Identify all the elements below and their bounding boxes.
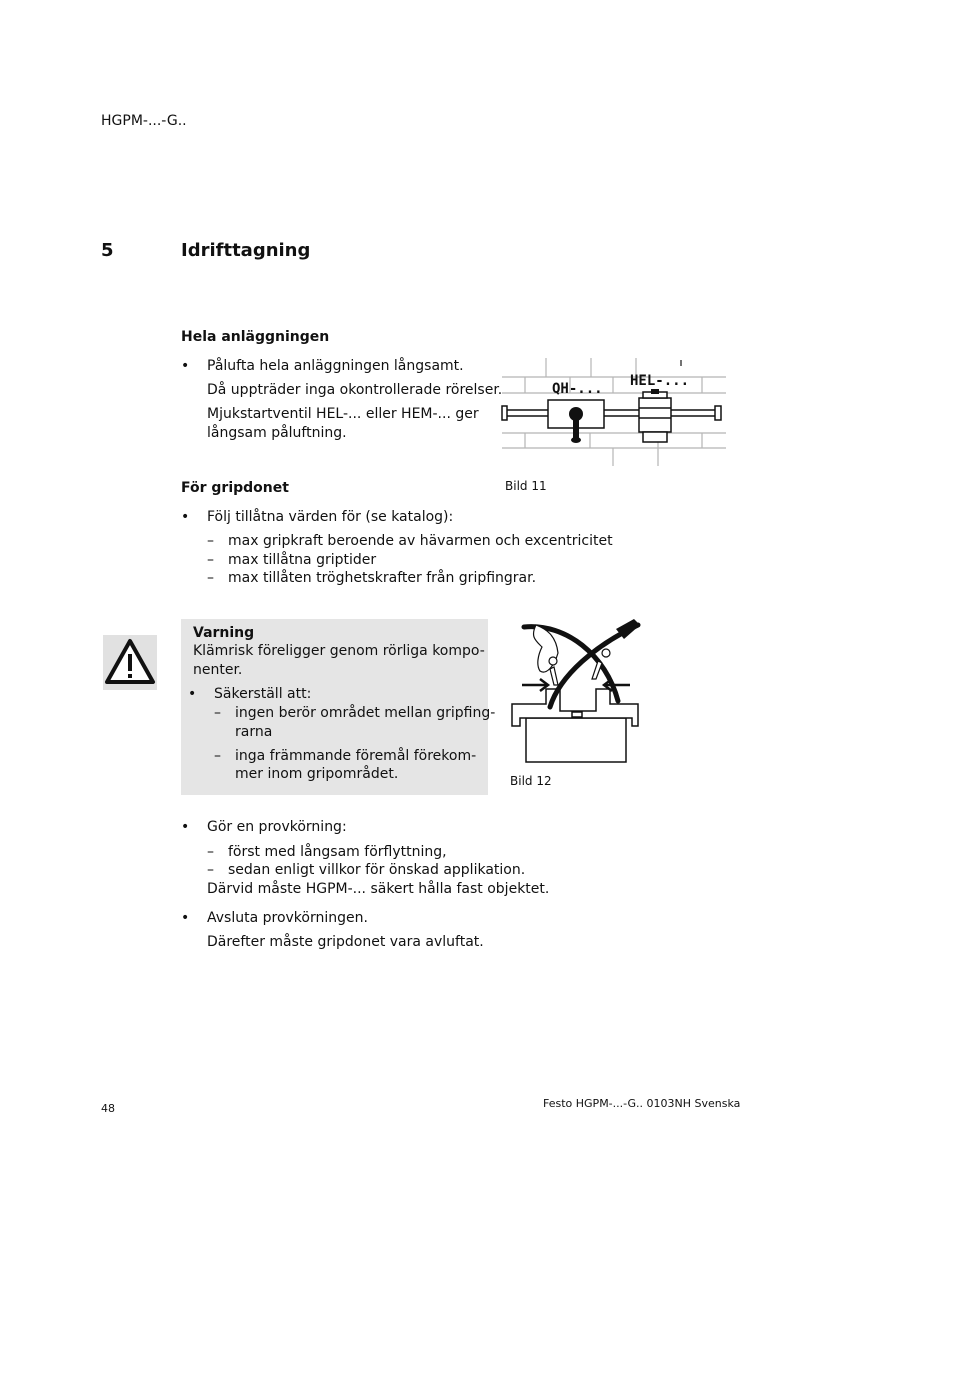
prov-dash-1: – först med långsam förflyttning,	[228, 843, 447, 862]
page-number: 48	[101, 1102, 115, 1115]
section-number: 5	[101, 240, 114, 261]
figure-11	[500, 356, 728, 468]
warning-dash-1b: rarna	[235, 724, 273, 740]
fig12-caption: Bild 12	[510, 774, 552, 788]
doc-code: HGPM-...-G..	[101, 113, 187, 129]
figure-12	[506, 615, 646, 767]
warning-title: Varning	[193, 625, 255, 641]
warning-icon-panel	[103, 635, 157, 690]
gripdon-dash-3: – max tillåten tröghetskrafter från gripfingrar.	[228, 569, 536, 588]
prov-bullet-2: • Avsluta provkörningen.	[207, 909, 368, 928]
gripdon-bullet: • Följ tillåtna värden för (se katalog):	[207, 508, 453, 527]
gripdon-dash-1: – max gripkraft beroende av hävarmen och excentricitet	[228, 532, 613, 551]
prov-line-2: Därefter måste gripdonet vara avluftat.	[207, 934, 484, 950]
warning-line1: Klämrisk föreligger genom rörliga kompo-	[193, 643, 485, 659]
warning-line2: nenter.	[193, 662, 243, 678]
hela-bullet: • Pålufta hela anläggningen långsamt.	[207, 357, 464, 376]
gripdon-dash-2: – max tillåtna griptider	[228, 551, 376, 570]
prov-dash-2: – sedan enligt villkor för önskad applikation.	[228, 861, 525, 880]
warning-dash-1a: – ingen berör området mellan gripfing-	[235, 704, 495, 723]
fig11-label-qh: QH-...	[552, 381, 603, 397]
warning-dash-2b: mer inom gripområdet.	[235, 766, 399, 782]
gripdon-heading: För gripdonet	[181, 480, 289, 496]
warning-triangle-icon	[103, 635, 157, 690]
footer-info: Festo HGPM-...-G.. 0103NH Svenska	[543, 1097, 741, 1110]
prov-line: Därvid måste HGPM-... säkert hålla fast objektet.	[207, 881, 550, 897]
warning-dash-2a: – inga främmande föremål förekom-	[235, 747, 476, 766]
hela-line3: långsam påluftning.	[207, 425, 347, 441]
fig11-label-hel: HEL-...	[630, 373, 690, 389]
hela-heading: Hela anläggningen	[181, 329, 330, 345]
warning-bullet: • Säkerställ att:	[214, 685, 311, 704]
hela-line2: Mjukstartventil HEL-... eller HEM-... ger	[207, 406, 479, 422]
section-title: Idrifttagning	[181, 240, 311, 261]
prov-bullet-1: • Gör en provkörning:	[207, 818, 347, 837]
hela-line1: Då uppträder inga okontrollerade rörelser.	[207, 382, 503, 398]
fig11-caption: Bild 11	[505, 479, 547, 493]
